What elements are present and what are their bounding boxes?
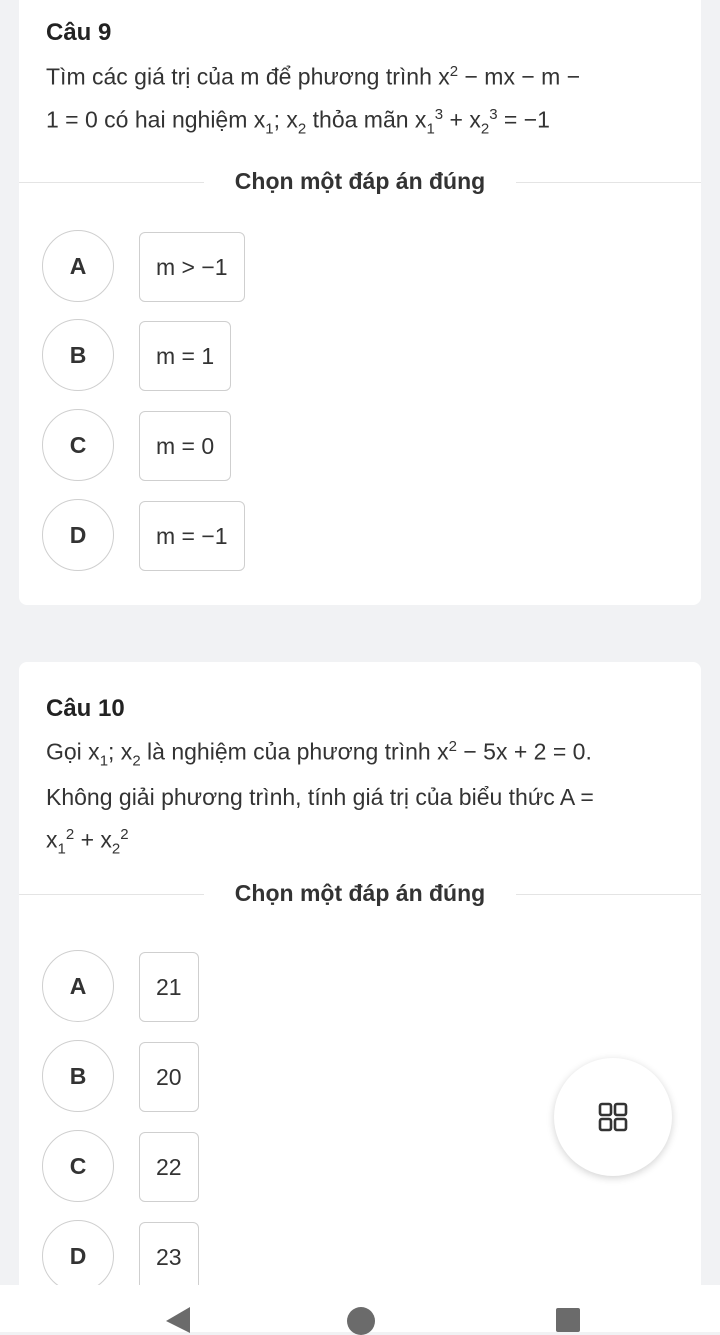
- question-title: Câu 9: [46, 19, 112, 46]
- option-letter[interactable]: C: [42, 1130, 114, 1202]
- option-d[interactable]: [42, 499, 342, 575]
- system-nav-bar: [0, 1285, 720, 1332]
- option-answer[interactable]: m = 1: [139, 321, 231, 391]
- option-b[interactable]: [42, 1040, 342, 1116]
- option-letter[interactable]: B: [42, 319, 114, 391]
- option-letter[interactable]: A: [42, 230, 114, 302]
- back-triangle-icon[interactable]: [164, 1307, 192, 1333]
- option-letter[interactable]: A: [42, 950, 114, 1022]
- question-text: Gọi $x_1$; $x_2$ là nghiệm của phương trình $x^2 - 5x + 2 = 0$. Không giải phương trình, tính giá trị của biểu thức A = $x_1^2 + x_2^2$: [46, 738, 594, 858]
- question-card-9: [19, 0, 701, 605]
- question-card-10: [19, 662, 701, 1302]
- option-answer[interactable]: m = −1: [139, 501, 245, 571]
- option-c[interactable]: [42, 1130, 342, 1206]
- question-grid-button[interactable]: [554, 1058, 672, 1176]
- option-answer[interactable]: 23: [139, 1222, 199, 1292]
- grid-icon: [598, 1102, 628, 1132]
- home-circle-icon[interactable]: [347, 1307, 375, 1335]
- option-letter[interactable]: D: [42, 1220, 114, 1292]
- recents-square-icon[interactable]: [556, 1308, 580, 1332]
- option-answer[interactable]: 22: [139, 1132, 199, 1202]
- option-letter[interactable]: C: [42, 409, 114, 481]
- option-a[interactable]: [42, 230, 342, 306]
- choose-answer-label: Chọn một đáp án đúng: [204, 168, 516, 195]
- option-letter[interactable]: D: [42, 499, 114, 571]
- option-answer[interactable]: m > −1: [139, 232, 245, 302]
- option-b[interactable]: [42, 319, 342, 395]
- option-letter[interactable]: B: [42, 1040, 114, 1112]
- question-title: Câu 10: [46, 695, 125, 722]
- option-c[interactable]: [42, 409, 342, 485]
- option-answer[interactable]: m = 0: [139, 411, 231, 481]
- option-a[interactable]: [42, 950, 342, 1026]
- option-answer[interactable]: 20: [139, 1042, 199, 1112]
- choose-answer-label: Chọn một đáp án đúng: [204, 880, 516, 907]
- option-answer[interactable]: 21: [139, 952, 199, 1022]
- question-text: Tìm các giá trị của m để phương trình $x^2$ − mx − m − 1 = 0 có hai nghiệm $x_1$; $x_2$ thỏa mãn $x_1^3 + x_2^3 = -1$: [46, 63, 581, 137]
